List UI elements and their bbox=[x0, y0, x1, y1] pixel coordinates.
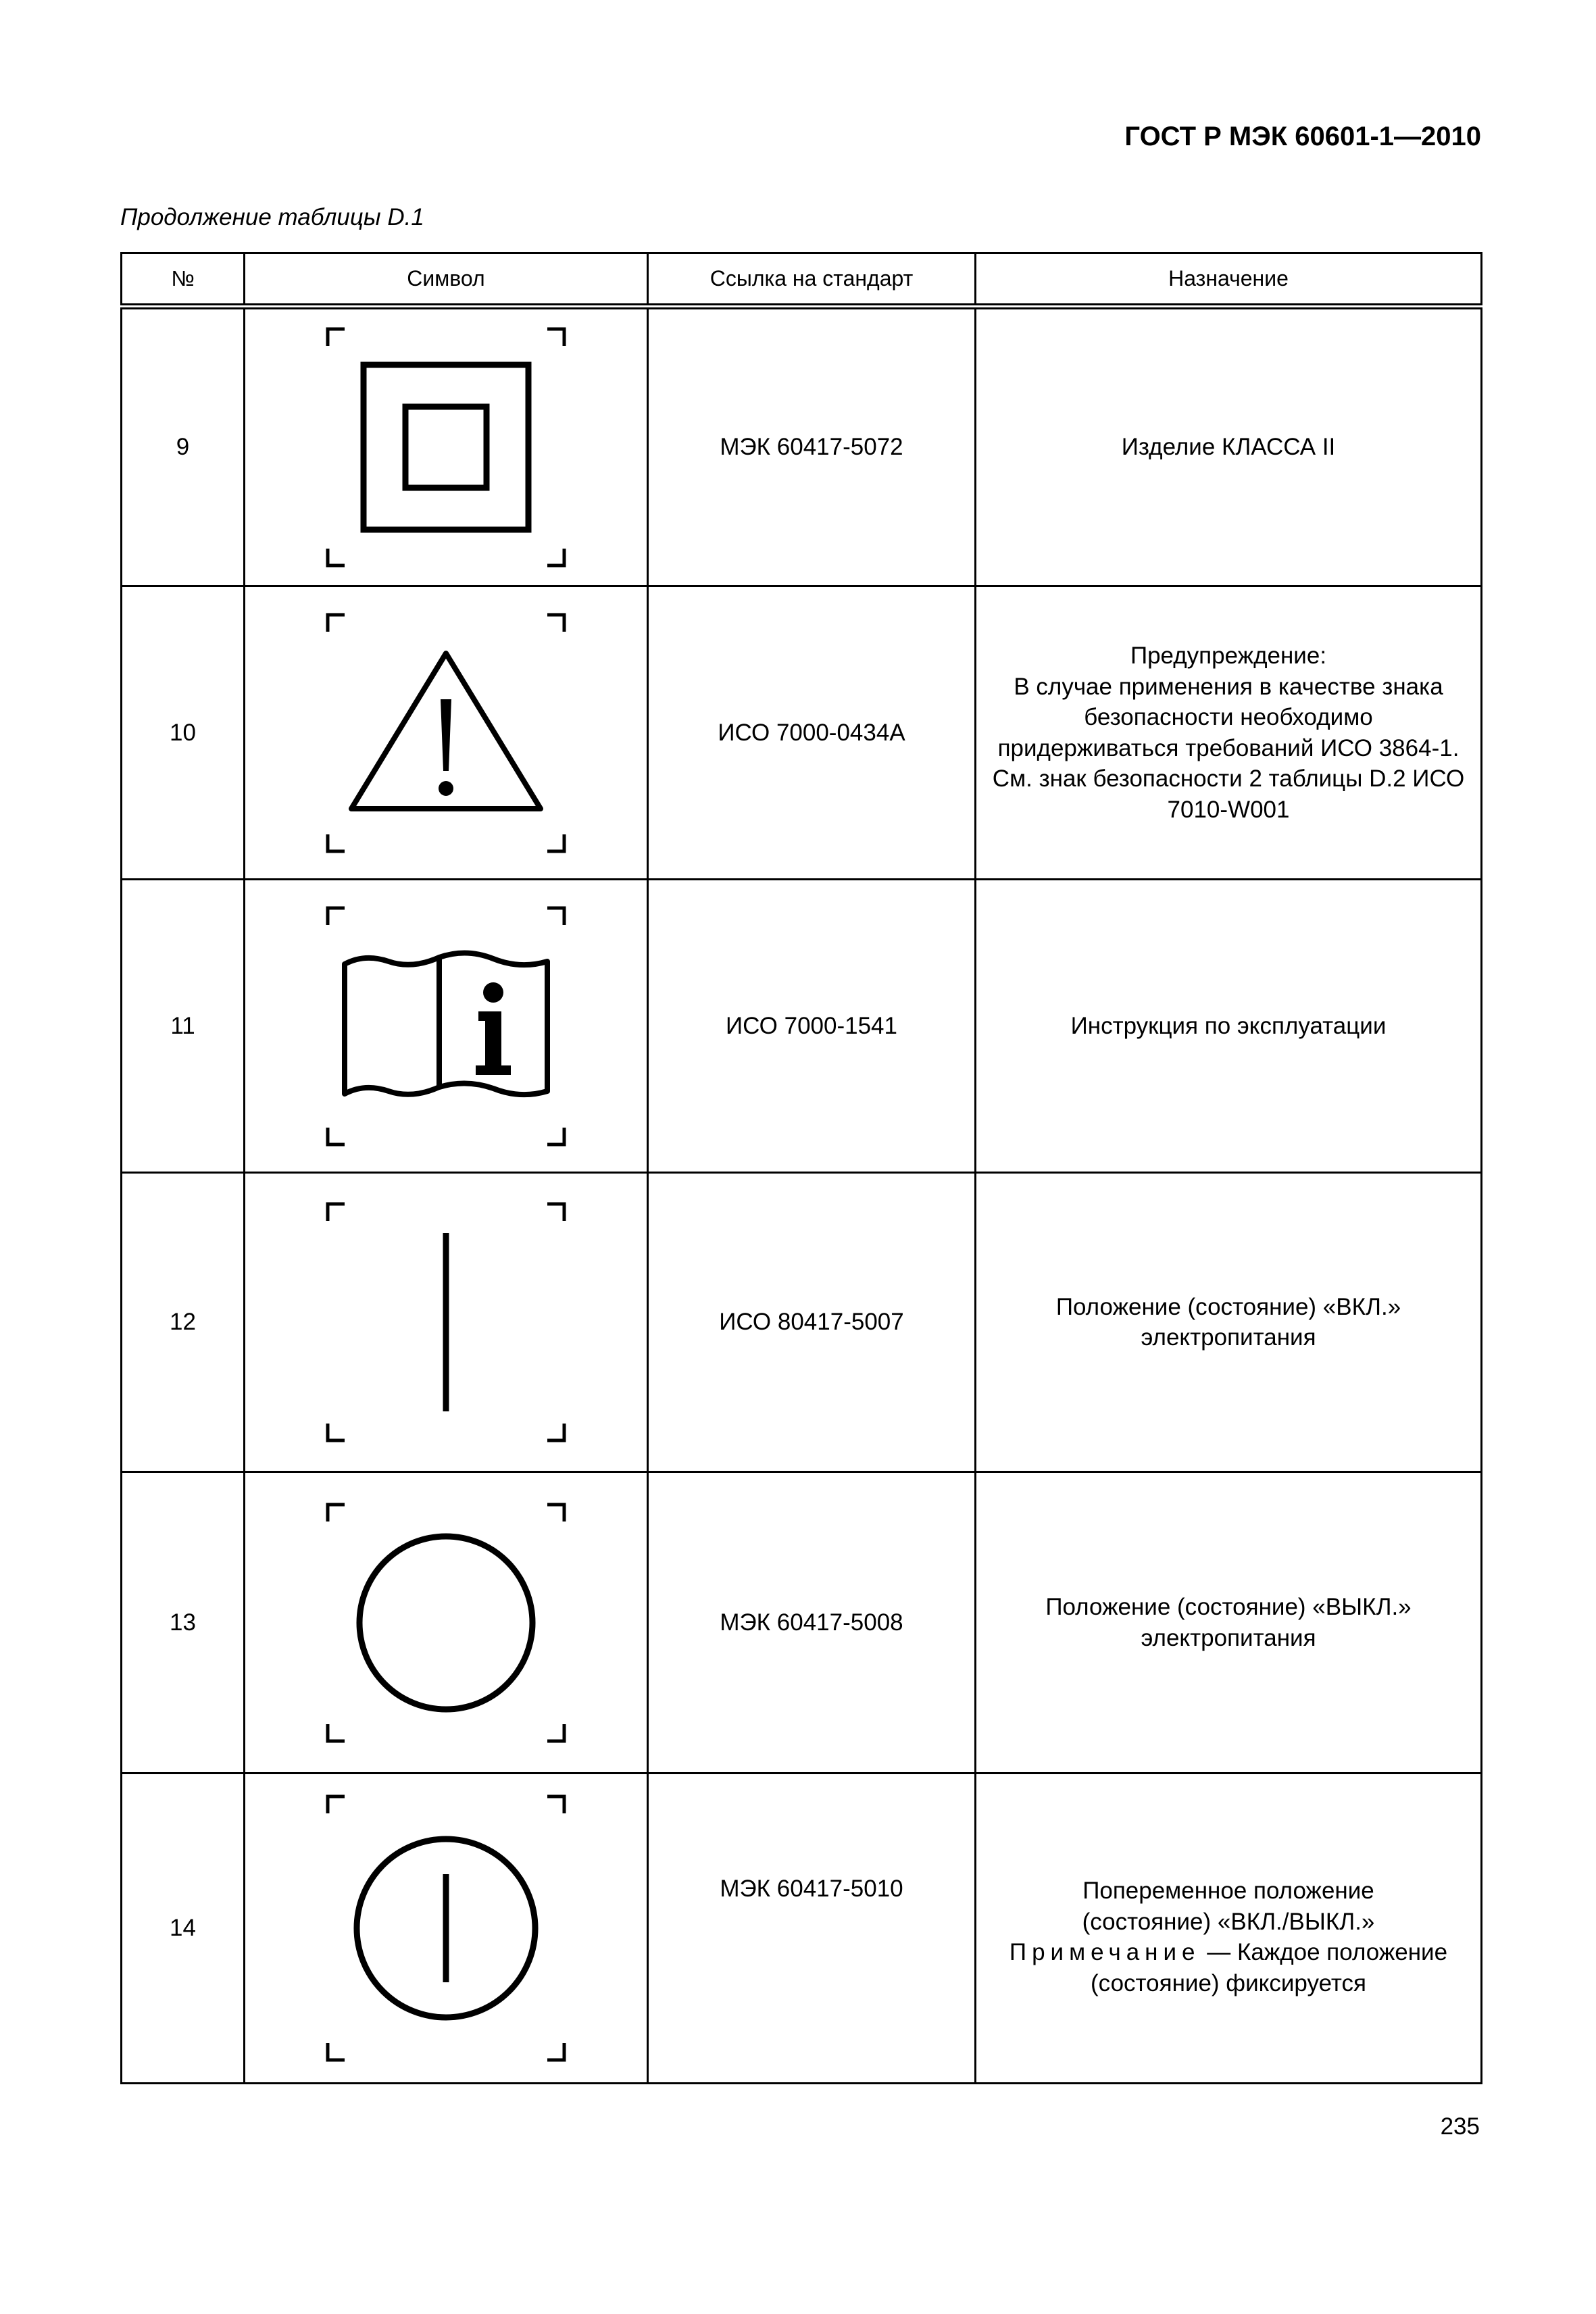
column-header-number: № bbox=[122, 253, 245, 307]
standard-reference: МЭК 60417-5008 bbox=[648, 1472, 976, 1774]
row-number: 10 bbox=[122, 586, 245, 880]
note-label: Примечание bbox=[1009, 1939, 1201, 1965]
symbol-cell bbox=[245, 880, 648, 1173]
symbol-cell bbox=[245, 1173, 648, 1472]
purpose-line: Попеременное положение bbox=[1082, 1878, 1374, 1904]
table-row bbox=[122, 1173, 1482, 1472]
standard-reference: МЭК 60417-5010 bbox=[648, 1774, 976, 2084]
standard-reference: ИСО 7000-0434А bbox=[648, 586, 976, 880]
symbols-table bbox=[120, 252, 1482, 2084]
symbol-purpose: Изделие КЛАССА II bbox=[976, 307, 1482, 586]
purpose-line: Положение (состояние) «ВЫКЛ.» bbox=[1045, 1594, 1412, 1620]
standard-reference: ИСО 80417-5007 bbox=[648, 1173, 976, 1472]
row-number: 13 bbox=[122, 1472, 245, 1774]
table-caption: Продолжение таблицы D.1 bbox=[120, 204, 424, 230]
symbol-purpose bbox=[976, 1472, 1482, 1774]
symbol-cell bbox=[245, 307, 648, 586]
purpose-line: электропитания bbox=[1141, 1324, 1316, 1351]
standard-reference: МЭК 60417-5072 bbox=[648, 307, 976, 586]
power-on-line-icon bbox=[324, 1201, 568, 1444]
push-on-push-off-icon bbox=[324, 1793, 568, 2063]
symbol-cell bbox=[245, 586, 648, 880]
power-off-circle-icon bbox=[324, 1501, 568, 1744]
symbol-cell bbox=[245, 1774, 648, 2084]
symbol-purpose bbox=[976, 586, 1482, 880]
warning-text: В случае применения в качестве знака безопасности необходимо придерживаться требований ИСО 3864-1. См. знак безопасности 2 таблицы D.2 ИСО 7010-W001 bbox=[992, 673, 1465, 823]
purpose-line: (состояние) «ВКЛ./ВЫКЛ.» bbox=[1082, 1908, 1375, 1935]
document-standard-header: ГОСТ Р МЭК 60601-1—2010 bbox=[1124, 122, 1481, 151]
symbol-purpose bbox=[976, 1774, 1482, 2084]
row-number: 14 bbox=[122, 1774, 245, 2084]
purpose-line: электропитания bbox=[1141, 1624, 1316, 1651]
symbol-cell bbox=[245, 1472, 648, 1774]
class-ii-double-square-icon bbox=[324, 326, 568, 569]
column-header-reference: Ссылка на стандарт bbox=[648, 253, 976, 307]
table-row bbox=[122, 586, 1482, 880]
warning-title: Предупреждение: bbox=[1130, 643, 1327, 669]
table-row bbox=[122, 1774, 1482, 2084]
symbol-purpose: Инструкция по эксплуатации bbox=[976, 880, 1482, 1173]
purpose-line: Положение (состояние) «ВКЛ.» bbox=[1055, 1293, 1401, 1320]
table-row bbox=[122, 307, 1482, 586]
warning-triangle-icon bbox=[324, 611, 568, 855]
note-text: — Каждое положение (состояние) фиксируется bbox=[1091, 1939, 1448, 1996]
row-number: 11 bbox=[122, 880, 245, 1173]
column-header-symbol: Символ bbox=[245, 253, 648, 307]
symbol-purpose bbox=[976, 1173, 1482, 1472]
instruction-manual-book-icon bbox=[324, 905, 568, 1148]
standard-reference: ИСО 7000-1541 bbox=[648, 880, 976, 1173]
row-number: 9 bbox=[122, 307, 245, 586]
column-header-purpose: Назначение bbox=[976, 253, 1482, 307]
note bbox=[1009, 1939, 1447, 1996]
page-number: 235 bbox=[1440, 2113, 1480, 2140]
row-number: 12 bbox=[122, 1173, 245, 1472]
table-row bbox=[122, 880, 1482, 1173]
table-row bbox=[122, 1472, 1482, 1774]
table-header-row bbox=[122, 253, 1482, 307]
